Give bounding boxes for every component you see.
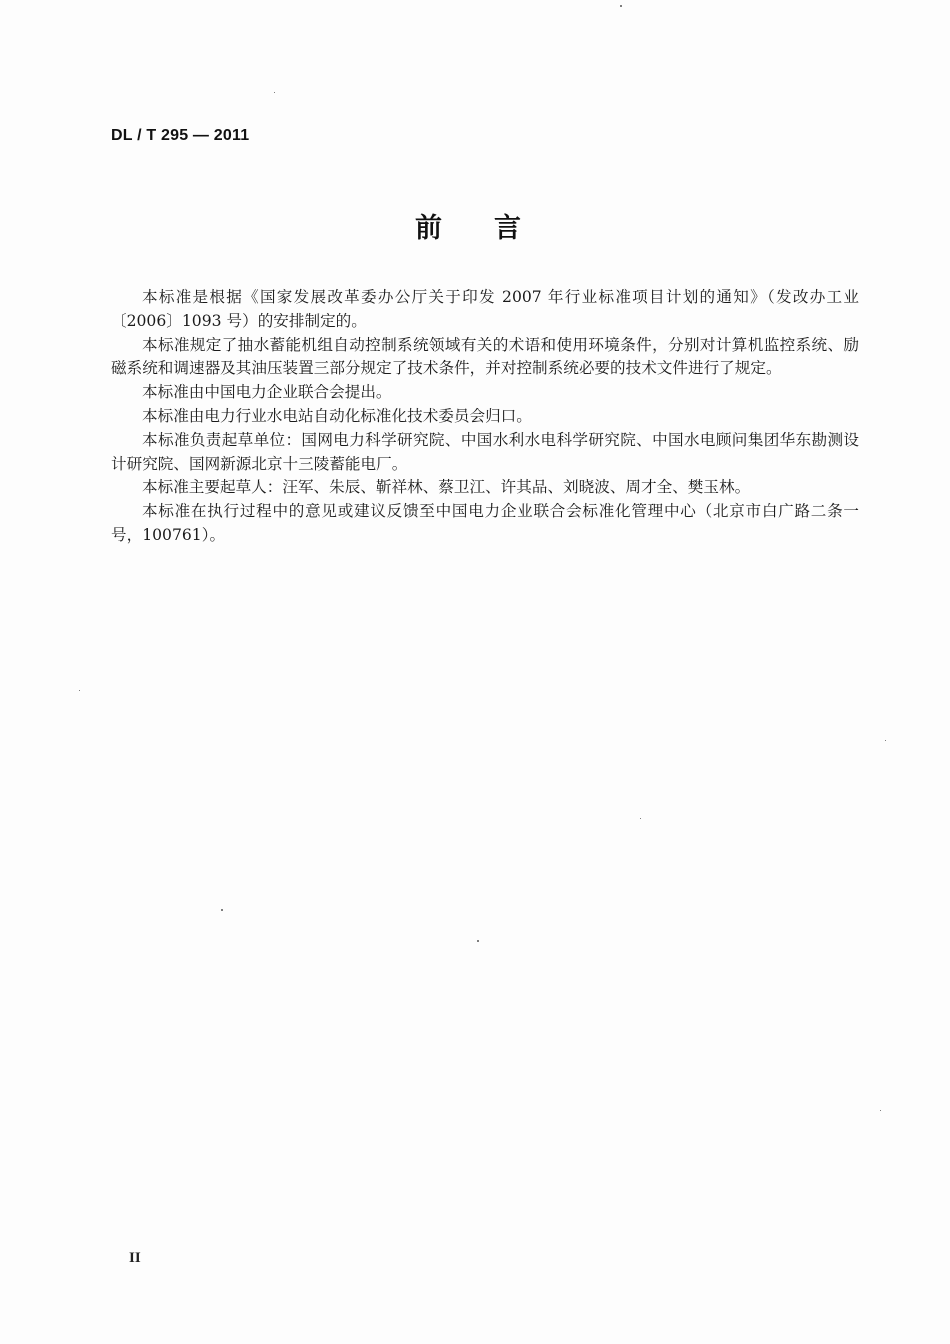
scan-speck: [885, 740, 886, 741]
preface-body: [111, 286, 859, 548]
scan-speck: [640, 818, 641, 819]
scan-speck: [477, 940, 479, 942]
page-title: 前言: [415, 213, 573, 244]
scan-speck: [221, 909, 223, 911]
scan-speck: [620, 5, 622, 7]
scan-speck: [79, 690, 80, 691]
page-number: II: [129, 1250, 141, 1266]
scan-speck: [274, 92, 275, 93]
paragraph-proposer: 本标准由中国电力企业联合会提出。: [142, 383, 392, 402]
paragraph-feedback: 本标准在执行过程中的意见或建议反馈至中国电力企业联合会标准化管理中心（北京市白广路二条一号，100761）。: [111, 502, 859, 544]
paragraph-administrator: 本标准由电力行业水电站自动化标准化技术委员会归口。: [142, 406, 532, 425]
paragraph-basis: 本标准是根据《国家发展改革委办公厅关于印发 2007 年行业标准项目计划的通知》（发改办工业〔2006〕1093 号）的安排制定的。: [111, 288, 859, 330]
paragraph-drafting-units: 本标准负责起草单位：国网电力科学研究院、中国水利水电科学研究院、中国水电顾问集团华东勘测设计研究院、国网新源北京十三陵蓄能电厂。: [111, 430, 859, 473]
paragraph-scope: 本标准规定了抽水蓄能机组自动控制系统领域有关的术语和使用环境条件，分别对计算机监控系统、励磁系统和调速器及其油压装置三部分规定了技术条件，并对控制系统必要的技术文件进行了规定。: [111, 335, 859, 378]
paragraph-drafters: 本标准主要起草人：汪军、朱辰、靳祥林、蔡卫江、许其品、刘晓波、周才全、樊玉林。: [142, 478, 751, 497]
standard-code: DL / T 295 — 2011: [111, 127, 250, 144]
scan-speck: [880, 1110, 881, 1111]
